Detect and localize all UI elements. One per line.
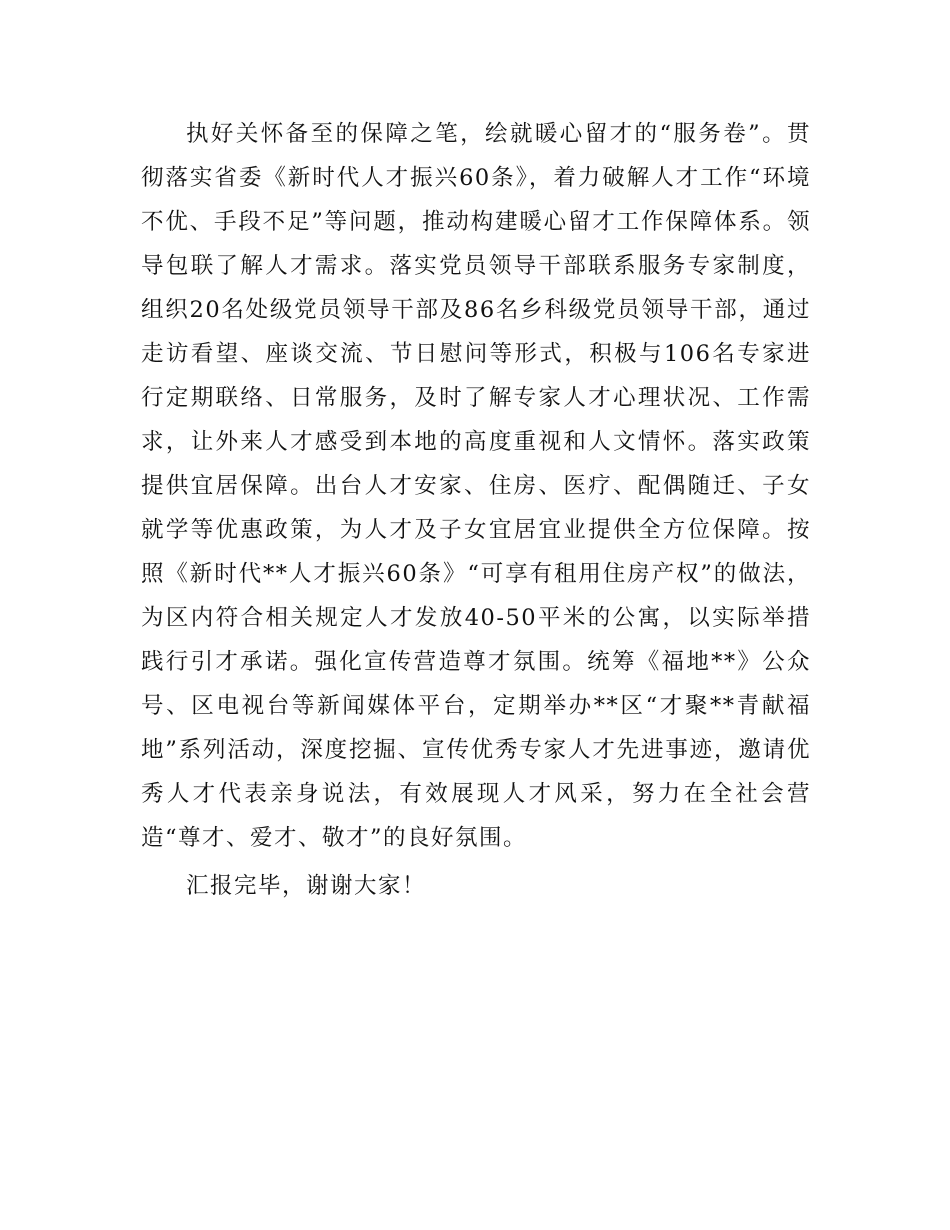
paragraph-closing: 汇报完毕，谢谢大家！ (186, 873, 427, 899)
document-body (141, 112, 811, 908)
paragraph-support-policies: 执好关怀备至的保障之笔，绘就暖心留才的“服务卷”。贯彻落实省委《新时代人才振兴60条》，着力破解人才工作“环境不优、手段不足”等问题，推动构建暖心留才工作保障体系。领导包联了解人才需求。落实党员领导干部联系服务专家制度，组织20名处级党员领导干部及86名乡科级党员领导干部，通过走访看望、座谈交流、节日慰问等形式，积极与106名专家进行定期联络、日常服务，及时了解专家人才心理状况、工作需求，让外来人才感受到本地的高度重视和人文情怀。落实政策提供宜居保障。出台人才安家、住房、医疗、配偶随迁、子女就学等优惠政策，为人才及子女宜居宜业提供全方位保障。按照《新时代**人才振兴60条》“可享有租用住房产权”的做法，为区内符合相关规定人才发放40-50平米的公寓，以实际举措践行引才承诺。强化宣传营造尊才氛围。统筹《福地**》公众号、区电视台等新闻媒体平台，定期举办**区“才聚**青献福地”系列活动，深度挖掘、宣传优秀专家人才先进事迹，邀请优秀人才代表亲身说法，有效展现人才风采，努力在全社会营造“尊才、爱才、敬才”的良好氛围。 (141, 121, 811, 851)
